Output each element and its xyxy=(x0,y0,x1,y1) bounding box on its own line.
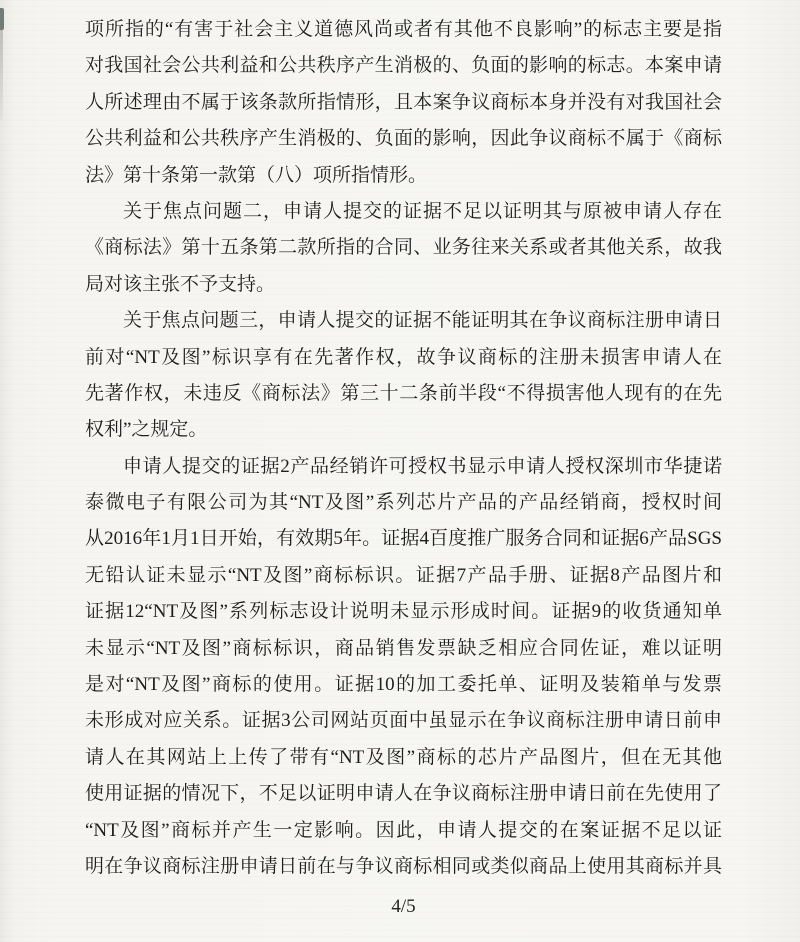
text-line: 法》第十条第一款第（八）项所指情形。 xyxy=(85,164,428,186)
text-line: 项所指的“有害于社会主义道德风尚或者有其他不良影响”的标志主要是指 xyxy=(85,19,722,40)
scan-artifact-smudge xyxy=(0,30,3,120)
text-line: 权利”之规定。 xyxy=(85,419,208,441)
paragraph xyxy=(85,449,722,886)
text-line: 《商标法》第十五条第二款所指的合同、业务往来关系或者其他关系，故我 xyxy=(85,237,722,259)
text-line: 从2016年1月1日开始，有效期5年。证据4百度推广服务合同和证据6产品SGS xyxy=(85,528,722,550)
text-line: 无铅认证未显示“NT及图”商标标识。证据7产品手册、证据8产品图片和 xyxy=(85,564,722,586)
text-line: 关于焦点问题三，申请人提交的证据不能证明其在争议商标注册申请日 xyxy=(123,310,722,332)
scan-artifact-mark xyxy=(0,8,4,30)
text-line: 人所述理由不属于该条款所指情形，且本案争议商标本身并没有对我国社会 xyxy=(85,91,722,113)
text-line: 未显示“NT及图”商标标识，商品销售发票缺乏相应合同佐证，难以证明 xyxy=(85,637,722,659)
text-line: 申请人提交的证据2产品经销许可授权书显示申请人授权深圳市华捷诺 xyxy=(123,455,722,477)
text-line: 使用证据的情况下，不足以证明申请人在争议商标注册申请日前在先使用了 xyxy=(85,783,722,805)
text-line: “NT及图”商标并产生一定影响。因此，申请人提交的在案证据不足以证 xyxy=(85,819,722,841)
page-number: 4/5 xyxy=(391,896,416,917)
text-line: 对我国社会公共利益和公共秩序产生消极的、负面的影响的标志。本案申请 xyxy=(85,55,722,77)
paragraph xyxy=(85,303,722,449)
text-line: 请人在其网站上上传了带有“NT及图”商标的芯片产品图片，但在无其他 xyxy=(85,746,722,768)
text-line: 关于焦点问题二，申请人提交的证据不足以证明其与原被申请人存在 xyxy=(123,200,722,222)
paragraph xyxy=(85,194,722,303)
text-line: 公共利益和公共秩序产生消极的、负面的影响，因此争议商标不属于《商标 xyxy=(85,128,722,150)
text-line: 局对该主张不予支持。 xyxy=(85,273,276,295)
text-line: 先著作权，未违反《商标法》第三十二条前半段“不得损害他人现有的在先 xyxy=(85,382,722,404)
text-line: 前对“NT及图”标识享有在先著作权，故争议商标的注册未损害申请人在 xyxy=(85,346,722,368)
text-line: 是对“NT及图”商标的使用。证据10的加工委托单、证明及装箱单与发票 xyxy=(85,674,722,696)
text-line: 未形成对应关系。证据3公司网站页面中虽显示在争议商标注册申请日前申 xyxy=(85,710,722,732)
text-line: 泰微电子有限公司为其“NT及图”系列芯片产品的产品经销商，授权时间 xyxy=(85,492,722,514)
text-line: 明在争议商标注册申请日前在与争议商标相同或类似商品上使用其商标并具 xyxy=(85,855,722,877)
paragraph xyxy=(85,12,722,194)
text-line: 证据12“NT及图”系列标志设计说明未显示形成时间。证据9的收货通知单 xyxy=(85,601,722,623)
document-body xyxy=(85,12,722,885)
